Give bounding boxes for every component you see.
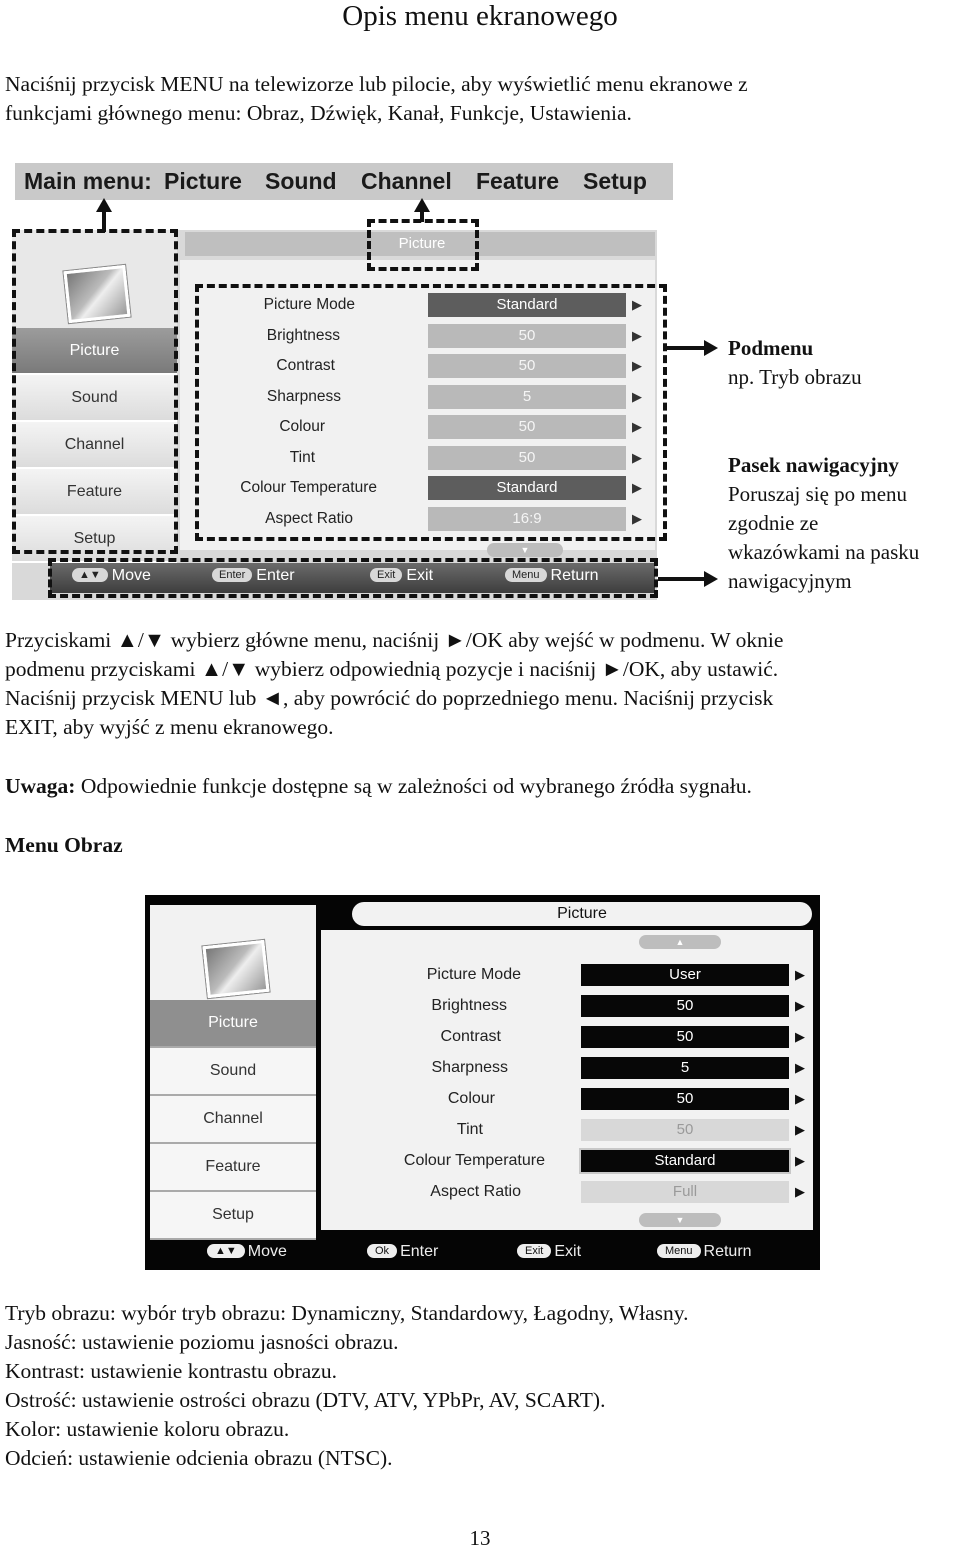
sidebar-2 [150,905,316,1235]
instruction-line: podmenu przyciskami ▲/▼ wybierz odpowiednią pozycje i naciśnij ►/OK, aby ustawić. [5,657,779,681]
row-label: Picture Mode [263,296,355,313]
row-value: 50 [581,1119,789,1141]
sidebar-item-picture: Picture [150,1000,316,1048]
arrow-right-icon: ▶ [632,297,642,312]
row-label: Aspect Ratio [265,510,353,527]
note [5,772,752,801]
submenu-panel-2 [321,930,813,1230]
description-line: Tryb obrazu: wybór tryb obrazu: Dynamiczny, Standardowy, Łagodny, Własny. [5,1301,689,1325]
move-key-icon: ▲▼ [72,568,108,582]
row-value: Full [581,1181,789,1203]
arrow-right-icon [704,571,718,587]
annotation-submenu-heading: Podmenu [728,336,814,360]
row-value: User [581,964,789,986]
arrow-right-icon: ▶ [632,419,642,434]
row-value: 5 [428,385,626,409]
row-label: Brightness [266,327,340,344]
callout-frame-navbar [48,558,658,598]
main-menu-setup: Setup [583,168,647,194]
section-heading: Menu Obraz [5,833,123,857]
row-label: Tint [456,1121,483,1138]
sidebar-item-sound: Sound [12,375,177,422]
nav-enter: Enter Enter [212,567,295,585]
description-line: Kolor: ustawienie koloru obrazu. [5,1417,290,1441]
description-line: Odcień: ustawienie odcienia obrazu (NTSC). [5,1446,393,1470]
annotation-submenu-text: np. Tryb obrazu [728,365,862,389]
row-value: 50 [581,995,789,1017]
row-label: Contrast [440,1028,501,1045]
sidebar-item-picture: Picture [12,328,177,375]
arrow-right-icon: ▶ [795,1091,805,1106]
row-label: Colour Temperature [240,479,377,496]
row-value: 50 [428,415,626,439]
row-value: Standard [428,293,626,317]
callout-frame-mainmenu [12,229,178,554]
row-value: 50 [581,1026,789,1048]
nav-return: Menu Return [657,1243,752,1261]
sidebar-item-channel: Channel [150,1096,316,1144]
row-label: Brightness [431,997,507,1014]
nav-enter: Ok Enter [367,1243,438,1261]
description-line: Kontrast: ustawienie kontrastu obrazu. [5,1359,337,1383]
nav-exit: Exit Exit [370,567,433,585]
picture-title-bar: Picture [352,902,812,926]
sidebar-item-channel: Channel [12,422,177,469]
main-menu-sound: Sound [265,168,337,194]
row-value: 16:9 [428,507,626,531]
row-value: 5 [581,1057,789,1079]
row-value: 50 [428,324,626,348]
arrow-right-icon: ▶ [795,998,805,1013]
instruction-line: EXIT, aby wyjść z menu ekranowego. [5,715,334,739]
arrow-right-icon: ▶ [632,450,642,465]
scroll-up-icon: ▲ [639,935,721,949]
row-label: Sharpness [431,1059,508,1076]
annotation-nav-line: Poruszaj się po menu [728,482,908,506]
row-label: Aspect Ratio [430,1183,521,1200]
row-label: Colour [279,418,325,435]
row-value: 50 [428,354,626,378]
row-label: Picture Mode [426,966,521,983]
arrow-line [658,577,706,581]
sidebar-item-feature: Feature [12,469,177,516]
arrow-right-icon: ▶ [632,358,642,373]
note-text: Odpowiednie funkcje dostępne są w zależności od wybranego źródła sygnału. [75,774,752,798]
arrow-right-icon: ▶ [632,480,642,495]
row-label: Tint [289,449,315,466]
arrow-right-icon: ▶ [795,1060,805,1075]
sidebar-item-feature: Feature [150,1144,316,1192]
callout-frame-submenu [195,284,667,541]
main-menu-feature: Feature [476,168,560,194]
annotation-nav-heading: Pasek nawigacyjny [728,453,899,477]
scroll-down-icon: ▼ [487,543,563,557]
arrow-right-icon: ▶ [795,967,805,982]
menu-screenshot-2 [145,895,820,1270]
row-label: Colour Temperature [403,1152,545,1169]
instruction-line: Przyciskami ▲/▼ wybierz główne menu, naciśnij ►/OK aby wejść w podmenu. W oknie [5,628,784,652]
arrow-right-icon: ▶ [632,389,642,404]
row-label: Colour [447,1090,495,1107]
arrow-right-icon [704,340,718,356]
annotation-nav-line: wkazówkami na pasku [728,540,920,564]
arrow-right-icon: ▶ [632,511,642,526]
picture-logo-icon [202,940,269,998]
description-line: Ostrość: ustawienie ostrości obrazu (DTV, ATV, YPbPr, AV, SCART). [5,1388,606,1412]
instruction-line: Naciśnij przycisk MENU lub ◄, aby powrócić do poprzedniego menu. Naciśnij przycisk [5,686,774,710]
main-menu-label: Main menu: [24,168,152,194]
arrow-stem [102,210,106,232]
row-value: Standard [428,476,626,500]
sidebar-item-sound: Sound [150,1048,316,1096]
arrow-right-icon: ▶ [632,328,642,343]
callout-frame-title [367,219,479,271]
row-label: Contrast [276,357,335,374]
arrow-line [667,346,707,350]
row-value: 50 [581,1088,789,1110]
scroll-down-icon: ▼ [639,1213,721,1227]
arrow-right-icon: ▶ [795,1122,805,1137]
arrow-right-icon: ▶ [795,1153,805,1168]
nav-exit: Exit Exit [517,1243,581,1261]
sidebar-item-setup: Setup [12,516,177,563]
annotation-nav-line: nawigacyjnym [728,569,852,593]
description-line: Jasność: ustawienie poziomu jasności obrazu. [5,1330,399,1354]
note-label: Uwaga: [5,774,76,798]
intro-line-2: funkcjami głównego menu: Obraz, Dźwięk, Kanał, Funkcje, Ustawienia. [5,101,632,125]
main-menu-bar [15,163,673,200]
main-menu-picture: Picture [164,168,242,194]
row-value: Standard [581,1150,789,1172]
nav-return: Menu Return [505,567,599,585]
arrow-stem [420,210,424,222]
row-label: Sharpness [266,388,341,405]
nav-move: ▲▼ Move [72,567,151,585]
page-number: 13 [469,1526,491,1550]
annotation-nav-line: zgodnie ze [728,511,819,535]
arrow-right-icon: ▶ [795,1184,805,1199]
row-value: 50 [428,446,626,470]
sidebar-item-setup: Setup [150,1192,316,1240]
page-title: Opis menu ekranowego [342,0,618,32]
nav-move: ▲▼ Move [207,1243,287,1261]
intro-line-1: Naciśnij przycisk MENU na telewizorze lub pilocie, aby wyświetlić menu ekranowe z [5,72,748,96]
submenu-title: Picture [398,235,446,252]
arrow-right-icon: ▶ [795,1029,805,1044]
main-menu-channel: Channel [361,168,452,194]
